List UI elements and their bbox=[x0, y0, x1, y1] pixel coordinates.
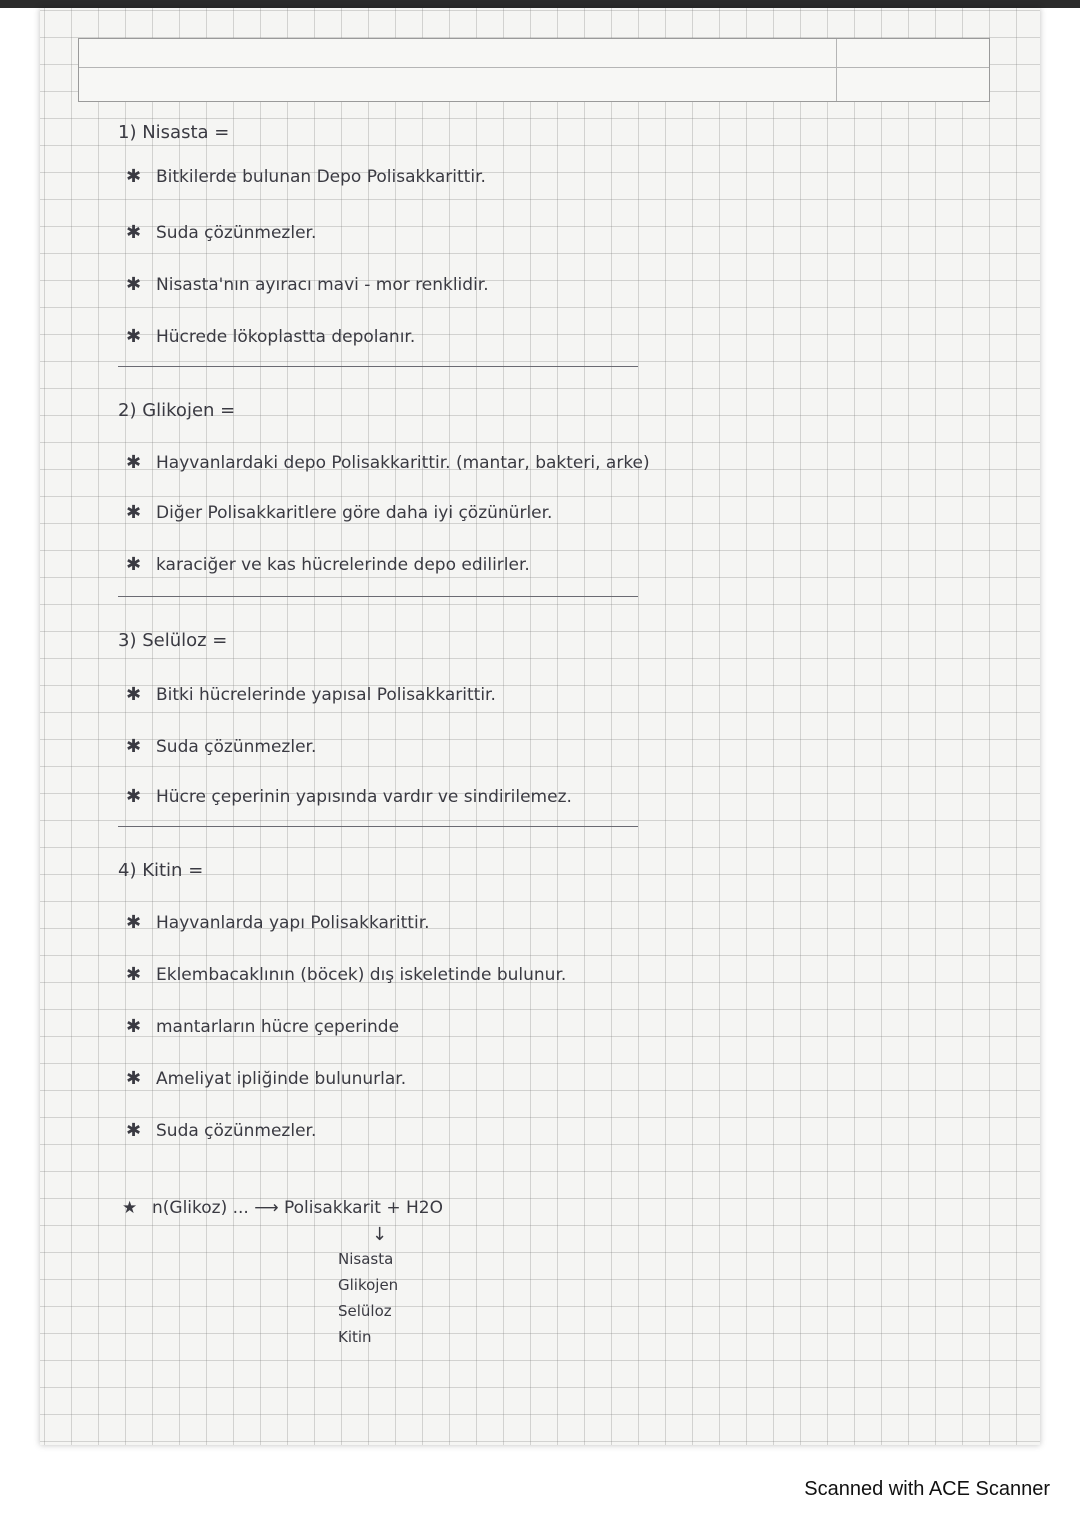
section-heading: 1) Nisasta = bbox=[118, 122, 230, 143]
bullet-icon: ✱ bbox=[126, 1016, 142, 1037]
note-item: Diğer Polisakkaritlere göre daha iyi çözünürler. bbox=[156, 503, 553, 523]
section-divider bbox=[118, 366, 638, 367]
section-divider bbox=[118, 826, 638, 827]
bullet-icon: ✱ bbox=[126, 274, 142, 295]
note-item: Hücre çeperinin yapısında vardır ve sindirilemez. bbox=[156, 787, 572, 807]
scanner-watermark: Scanned with ACE Scanner bbox=[804, 1478, 1050, 1500]
section-divider bbox=[118, 596, 638, 597]
bullet-icon: ✱ bbox=[126, 502, 142, 523]
note-item: mantarların hücre çeperinde bbox=[156, 1017, 400, 1037]
product-item: Glikojen bbox=[338, 1276, 399, 1294]
section-heading: 2) Glikojen = bbox=[118, 400, 236, 421]
note-item: Bitkilerde bulunan Depo Polisakkarittir. bbox=[156, 167, 486, 187]
note-item: Hayvanlardaki depo Polisakkarittir. (mantar, bakteri, arke) bbox=[156, 453, 650, 473]
bullet-icon: ✱ bbox=[126, 326, 142, 347]
note-item: Eklembacaklının (böcek) dış iskeletinde bulunur. bbox=[156, 965, 567, 985]
note-item: Hayvanlarda yapı Polisakkarittir. bbox=[156, 913, 430, 933]
product-item: Nisasta bbox=[338, 1250, 394, 1268]
note-item: Suda çözünmezler. bbox=[156, 737, 317, 757]
note-item: karaciğer ve kas hücrelerinde depo edilirler. bbox=[156, 555, 530, 575]
note-item: Bitki hücrelerinde yapısal Polisakkarittir. bbox=[156, 685, 496, 705]
note-item: Suda çözünmezler. bbox=[156, 1121, 317, 1141]
product-item: Kitin bbox=[338, 1328, 372, 1346]
section-heading: 4) Kitin = bbox=[118, 860, 204, 881]
bullet-icon: ✱ bbox=[126, 964, 142, 985]
scan-edge bbox=[0, 0, 1080, 8]
bullet-icon: ✱ bbox=[126, 222, 142, 243]
star-icon: ★ bbox=[122, 1198, 138, 1218]
note-item: Suda çözünmezler. bbox=[156, 223, 317, 243]
header-date-divider bbox=[836, 39, 837, 101]
formula-text: n(Glikoz) ... ⟶ Polisakkarit + H2O bbox=[152, 1198, 444, 1218]
bullet-icon: ✱ bbox=[126, 452, 142, 473]
header-divider bbox=[79, 67, 989, 68]
section-heading: 3) Selüloz = bbox=[118, 630, 228, 651]
bullet-icon: ✱ bbox=[126, 1068, 142, 1089]
product-item: Selüloz bbox=[338, 1302, 392, 1320]
bullet-icon: ✱ bbox=[126, 912, 142, 933]
page-header-box bbox=[78, 38, 990, 102]
note-item: Nisasta'nın ayıracı mavi - mor renklidir. bbox=[156, 275, 489, 295]
bullet-icon: ✱ bbox=[126, 736, 142, 757]
note-item: Hücrede lökoplastta depolanır. bbox=[156, 327, 416, 347]
bullet-icon: ✱ bbox=[126, 1120, 142, 1141]
bullet-icon: ✱ bbox=[126, 786, 142, 807]
bullet-icon: ✱ bbox=[126, 166, 142, 187]
note-item: Ameliyat ipliğinde bulunurlar. bbox=[156, 1069, 407, 1089]
bullet-icon: ✱ bbox=[126, 684, 142, 705]
bullet-icon: ✱ bbox=[126, 554, 142, 575]
down-arrow-icon: ↓ bbox=[372, 1224, 388, 1245]
